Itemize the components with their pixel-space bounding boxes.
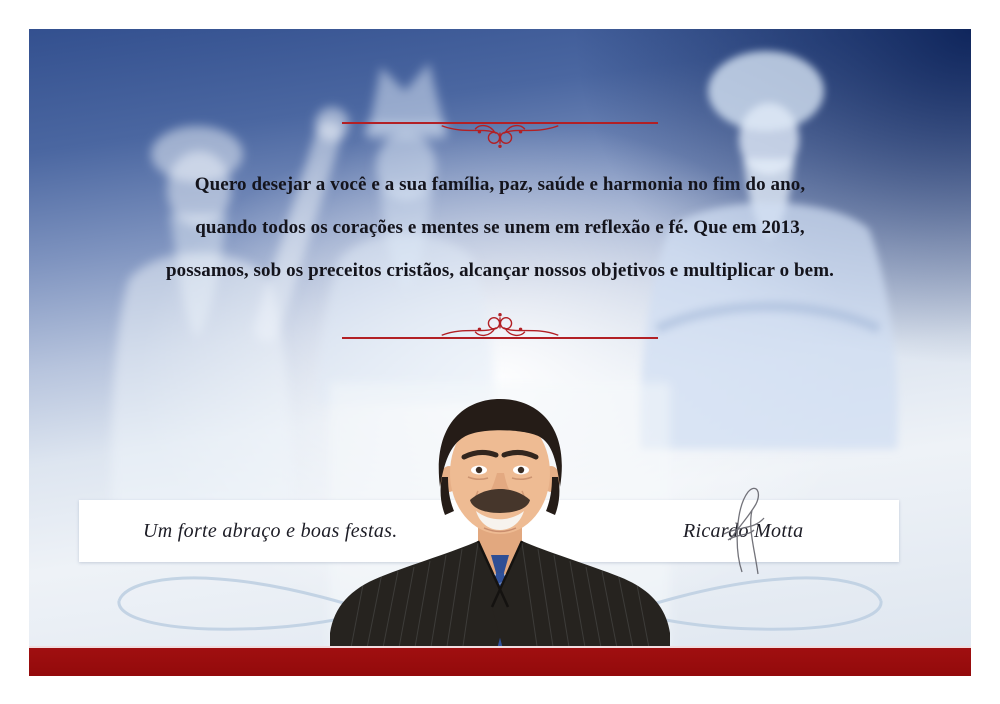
portrait-photo <box>330 383 670 653</box>
footer-red-bar <box>29 646 971 676</box>
message-line-3: possamos, sob os preceitos cristãos, alcançar nossos objetivos e multiplicar o bem. <box>165 260 834 281</box>
greeting-message <box>29 163 971 292</box>
message-line-1: Quero desejar a você e a sua família, paz, saúde e harmonia no fim do ano, <box>194 174 806 195</box>
divider-top <box>342 122 658 149</box>
divider-bottom <box>342 312 658 339</box>
farewell-text: Um forte abraço e boas festas. <box>143 520 398 542</box>
flourish-ornament-icon <box>440 312 560 338</box>
message-line-2: quando todos os corações e mentes se unem em reflexão e fé. Que em 2013, <box>195 217 805 238</box>
signature-icon <box>714 484 770 576</box>
flourish-ornament-icon <box>440 123 560 149</box>
greeting-card <box>29 29 971 676</box>
signer-name: Ricardo Motta <box>683 520 804 542</box>
